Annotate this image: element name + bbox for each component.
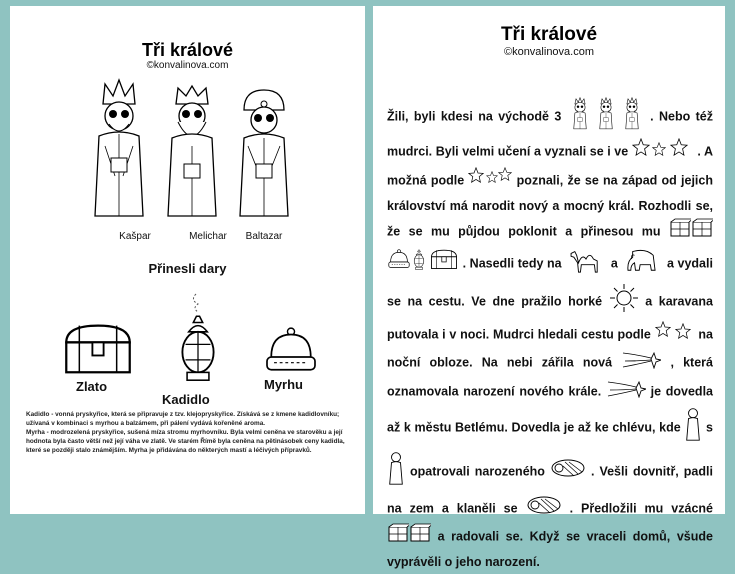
gifts-heading: Přinesli dary	[148, 261, 227, 276]
three-kings-picture-icon	[567, 96, 645, 138]
right-worksheet	[373, 6, 725, 570]
comet-picture-icon-2	[606, 378, 646, 406]
story-part-9: a karavana putovala i v noci. Mudrci hledali cestu podle	[387, 294, 713, 342]
story-part-16: . Předložili mu vzácné	[569, 501, 713, 516]
frankincense-burner-illustration	[170, 292, 226, 388]
gift-boxes-picture-icon-2	[387, 523, 431, 551]
left-title: Tři králové	[141, 40, 234, 60]
comet-picture-icon	[621, 349, 661, 377]
left-credit: ©konvalinova.com	[146, 60, 229, 71]
mary-picture-icon	[387, 450, 405, 494]
gift-boxes-picture-icon	[669, 218, 713, 246]
stars-picture-icon-2	[468, 167, 512, 195]
description-myrrh: Myrha - modrozelená pryskyřice, sušená míza stromu myrhovníku. Byla velmi ceněna ve starověku a její hodnota byla často větší než její váha ve zlatě. Ve starém Římě byla ceněna na pětinásobek ceny kadidla, které se později stalo známějším. Myrha je přidávána do některých mastí a léčivých přípravků.	[26, 429, 345, 454]
story-part-2: . Nebo též mudrci. Byli velmi učení a vyznali se i ve	[387, 109, 713, 159]
story-part-12: je dovedla až k městu Betlému. Dovedla je až ke chlévu, kde	[387, 384, 713, 435]
left-worksheet	[10, 6, 365, 514]
story-part-14: opatrovali narozeného	[410, 464, 545, 479]
story-part-17: a radovali se. Když se vraceli domů, všude vyprávěli o jeho narození.	[387, 529, 713, 570]
story-part-11: , která oznamovala narození nového krále.	[387, 355, 713, 399]
king-kaspar-illustration	[85, 76, 153, 218]
story-part-3: . A možná podle	[387, 144, 713, 188]
gift-descriptions	[26, 410, 352, 455]
king-name-kaspar: Kašpar	[119, 231, 151, 242]
stars-picture-icon	[632, 138, 694, 166]
gold-chest-illustration	[60, 320, 136, 376]
right-credit: ©konvalinova.com	[503, 46, 595, 58]
stars-picture-icon-3	[655, 321, 695, 349]
story-part-7: a	[610, 256, 618, 271]
story-part-15: . Vešli dovnitř, padli na zem a klaněli se	[387, 464, 713, 516]
baby-jesus-picture-icon	[550, 458, 586, 486]
gift-label-gold: Zlato	[76, 379, 108, 394]
king-melichar-illustration	[158, 80, 226, 218]
story-part-4: poznali, že se na západ od jejich království má narodit nový a mocný král. Rozhodli se, že se mu půjdou poklonit a přinesou mu	[387, 173, 713, 239]
myrrh-jar-illustration	[262, 326, 320, 374]
baby-jesus-picture-icon-2	[526, 495, 562, 523]
right-title: Tři králové	[500, 24, 598, 45]
sun-picture-icon	[609, 283, 639, 321]
camel-picture-icon	[565, 246, 607, 282]
story-part-10: na noční obloze. Na nebi zářila nová	[387, 327, 713, 370]
story-part-13: s	[706, 420, 713, 435]
story-part-6: Nasedli tedy na	[469, 256, 562, 271]
king-name-melichar: Melichar	[189, 231, 227, 242]
story-part-5: .	[462, 256, 467, 271]
elephant-picture-icon	[621, 246, 663, 282]
gift-label-myrrh: Myrhu	[264, 377, 303, 392]
story-part-8: a vydali se na cestu. Ve dne pražilo horké	[387, 256, 713, 309]
king-baltazar-illustration	[230, 80, 298, 218]
king-name-baltazar: Baltazar	[245, 231, 283, 242]
story-text	[387, 96, 713, 574]
description-frankincense: Kadidlo - vonná pryskyřice, která se připravuje z tzv. klejopryskyřice. Získává se z kmene kadidlovníku; užívaná v kombinaci s myrhou a balzámem, při pálení vydává kořeněné aroma.	[26, 411, 340, 427]
gifts-picture-icon	[387, 248, 459, 280]
joseph-picture-icon	[684, 406, 702, 450]
story-part-1: Žili, byli kdesi na východě 3	[387, 109, 562, 124]
gift-label-frankincense: Kadidlo	[162, 392, 210, 407]
